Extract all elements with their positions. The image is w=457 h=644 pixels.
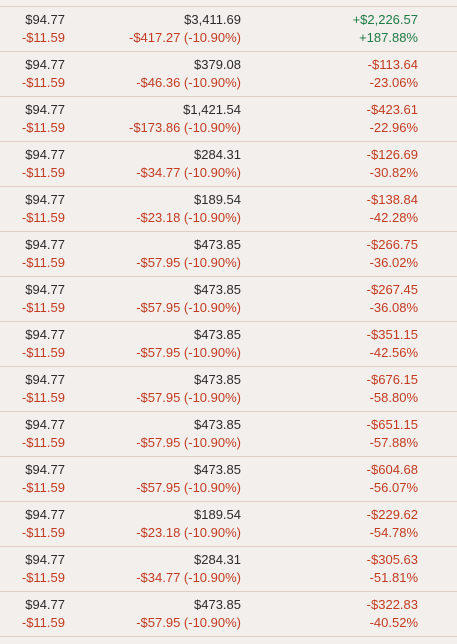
value-cell: $473.85 — [194, 237, 241, 252]
value-cell: $473.85 — [194, 417, 241, 432]
total-gain-cell: -$651.15 — [366, 417, 418, 432]
total-gain-percent-cell: -58.80% — [369, 390, 418, 405]
price-change-cell: -$11.59 — [21, 210, 65, 225]
table-row[interactable] — [0, 367, 457, 412]
price-change-cell: -$11.59 — [21, 480, 65, 495]
price-cell: $94.77 — [25, 552, 65, 567]
value-change-cell: -$57.95 (-10.90%) — [136, 615, 241, 630]
price-change-cell: -$11.59 — [21, 435, 65, 450]
table-row[interactable] — [0, 322, 457, 367]
value-change-cell: -$57.95 (-10.90%) — [136, 300, 241, 315]
value-change-cell: -$23.18 (-10.90%) — [136, 210, 241, 225]
total-gain-cell: -$676.15 — [366, 372, 418, 387]
total-gain-cell: -$423.61 — [366, 102, 418, 117]
total-gain-cell: -$322.83 — [366, 597, 418, 612]
total-gain-cell: -$351.15 — [366, 327, 418, 342]
price-change-cell: -$11.59 — [21, 615, 65, 630]
price-cell: $94.77 — [25, 597, 65, 612]
total-gain-percent-cell: -36.08% — [369, 300, 418, 315]
total-gain-cell: -$604.68 — [366, 462, 418, 477]
table-row[interactable] — [0, 412, 457, 457]
table-row[interactable] — [0, 547, 457, 592]
total-gain-percent-cell: -40.52% — [369, 615, 418, 630]
price-change-cell: -$11.59 — [21, 570, 65, 585]
price-change-cell: -$11.59 — [21, 390, 65, 405]
total-gain-percent-cell: -30.82% — [369, 165, 418, 180]
value-cell: $3,411.69 — [184, 12, 241, 27]
total-gain-percent-cell: -54.78% — [369, 525, 418, 540]
price-change-cell: -$11.59 — [21, 345, 65, 360]
total-gain-percent-cell: -56.07% — [369, 480, 418, 495]
total-gain-cell: -$229.62 — [366, 507, 418, 522]
total-gain-percent-cell: -22.96% — [369, 120, 418, 135]
price-cell: $94.77 — [25, 462, 65, 477]
price-cell: $94.77 — [25, 147, 65, 162]
value-cell: $473.85 — [194, 597, 241, 612]
total-gain-cell: -$113.64 — [367, 57, 418, 72]
table-row[interactable] — [0, 502, 457, 547]
value-cell: $379.08 — [194, 57, 241, 72]
price-change-cell: -$11.59 — [21, 300, 65, 315]
price-cell: $94.77 — [25, 192, 65, 207]
price-change-cell: -$11.59 — [21, 525, 65, 540]
price-cell: $94.77 — [25, 57, 65, 72]
table-row[interactable] — [0, 97, 457, 142]
holdings-table — [0, 6, 457, 637]
value-cell: $473.85 — [194, 327, 241, 342]
value-cell: $284.31 — [194, 147, 241, 162]
total-gain-cell: -$267.45 — [366, 282, 418, 297]
value-change-cell: -$34.77 (-10.90%) — [136, 165, 241, 180]
value-change-cell: -$57.95 (-10.90%) — [136, 345, 241, 360]
value-change-cell: -$417.27 (-10.90%) — [128, 30, 241, 45]
total-gain-percent-cell: -51.81% — [369, 570, 418, 585]
price-cell: $94.77 — [25, 507, 65, 522]
value-cell: $189.54 — [194, 507, 241, 522]
total-gain-cell: +$2,226.57 — [352, 12, 418, 27]
value-change-cell: -$23.18 (-10.90%) — [136, 525, 241, 540]
value-change-cell: -$173.86 (-10.90%) — [128, 120, 241, 135]
total-gain-cell: -$126.69 — [366, 147, 418, 162]
price-change-cell: -$11.59 — [21, 165, 65, 180]
value-cell: $284.31 — [194, 552, 241, 567]
table-row[interactable] — [0, 7, 457, 52]
value-cell: $473.85 — [194, 372, 241, 387]
total-gain-percent-cell: -36.02% — [369, 255, 418, 270]
value-change-cell: -$57.95 (-10.90%) — [136, 480, 241, 495]
total-gain-percent-cell: -57.88% — [369, 435, 418, 450]
value-cell: $473.85 — [194, 462, 241, 477]
total-gain-percent-cell: -23.06% — [369, 75, 418, 90]
total-gain-cell: -$138.84 — [366, 192, 418, 207]
price-cell: $94.77 — [25, 372, 65, 387]
table-row[interactable] — [0, 142, 457, 187]
price-cell: $94.77 — [25, 102, 65, 117]
price-cell: $94.77 — [25, 417, 65, 432]
value-cell: $189.54 — [194, 192, 241, 207]
table-row[interactable] — [0, 232, 457, 277]
table-row[interactable] — [0, 457, 457, 502]
value-change-cell: -$57.95 (-10.90%) — [136, 435, 241, 450]
table-row[interactable] — [0, 187, 457, 232]
total-gain-percent-cell: +187.88% — [359, 30, 418, 45]
total-gain-percent-cell: -42.56% — [369, 345, 418, 360]
price-cell: $94.77 — [25, 12, 65, 27]
value-cell: $1,421.54 — [183, 102, 241, 117]
price-cell: $94.77 — [25, 282, 65, 297]
table-row[interactable] — [0, 277, 457, 322]
price-change-cell: -$11.59 — [21, 120, 65, 135]
table-row[interactable] — [0, 52, 457, 97]
price-change-cell: -$11.59 — [21, 75, 65, 90]
price-cell: $94.77 — [25, 327, 65, 342]
value-change-cell: -$57.95 (-10.90%) — [136, 390, 241, 405]
value-cell: $473.85 — [194, 282, 241, 297]
value-change-cell: -$57.95 (-10.90%) — [136, 255, 241, 270]
total-gain-percent-cell: -42.28% — [369, 210, 418, 225]
table-row[interactable] — [0, 592, 457, 637]
value-change-cell: -$34.77 (-10.90%) — [136, 570, 241, 585]
price-change-cell: -$11.59 — [21, 255, 65, 270]
price-change-cell: -$11.59 — [21, 30, 65, 45]
total-gain-cell: -$266.75 — [366, 237, 418, 252]
value-change-cell: -$46.36 (-10.90%) — [136, 75, 241, 90]
price-cell: $94.77 — [25, 237, 65, 252]
total-gain-cell: -$305.63 — [366, 552, 418, 567]
